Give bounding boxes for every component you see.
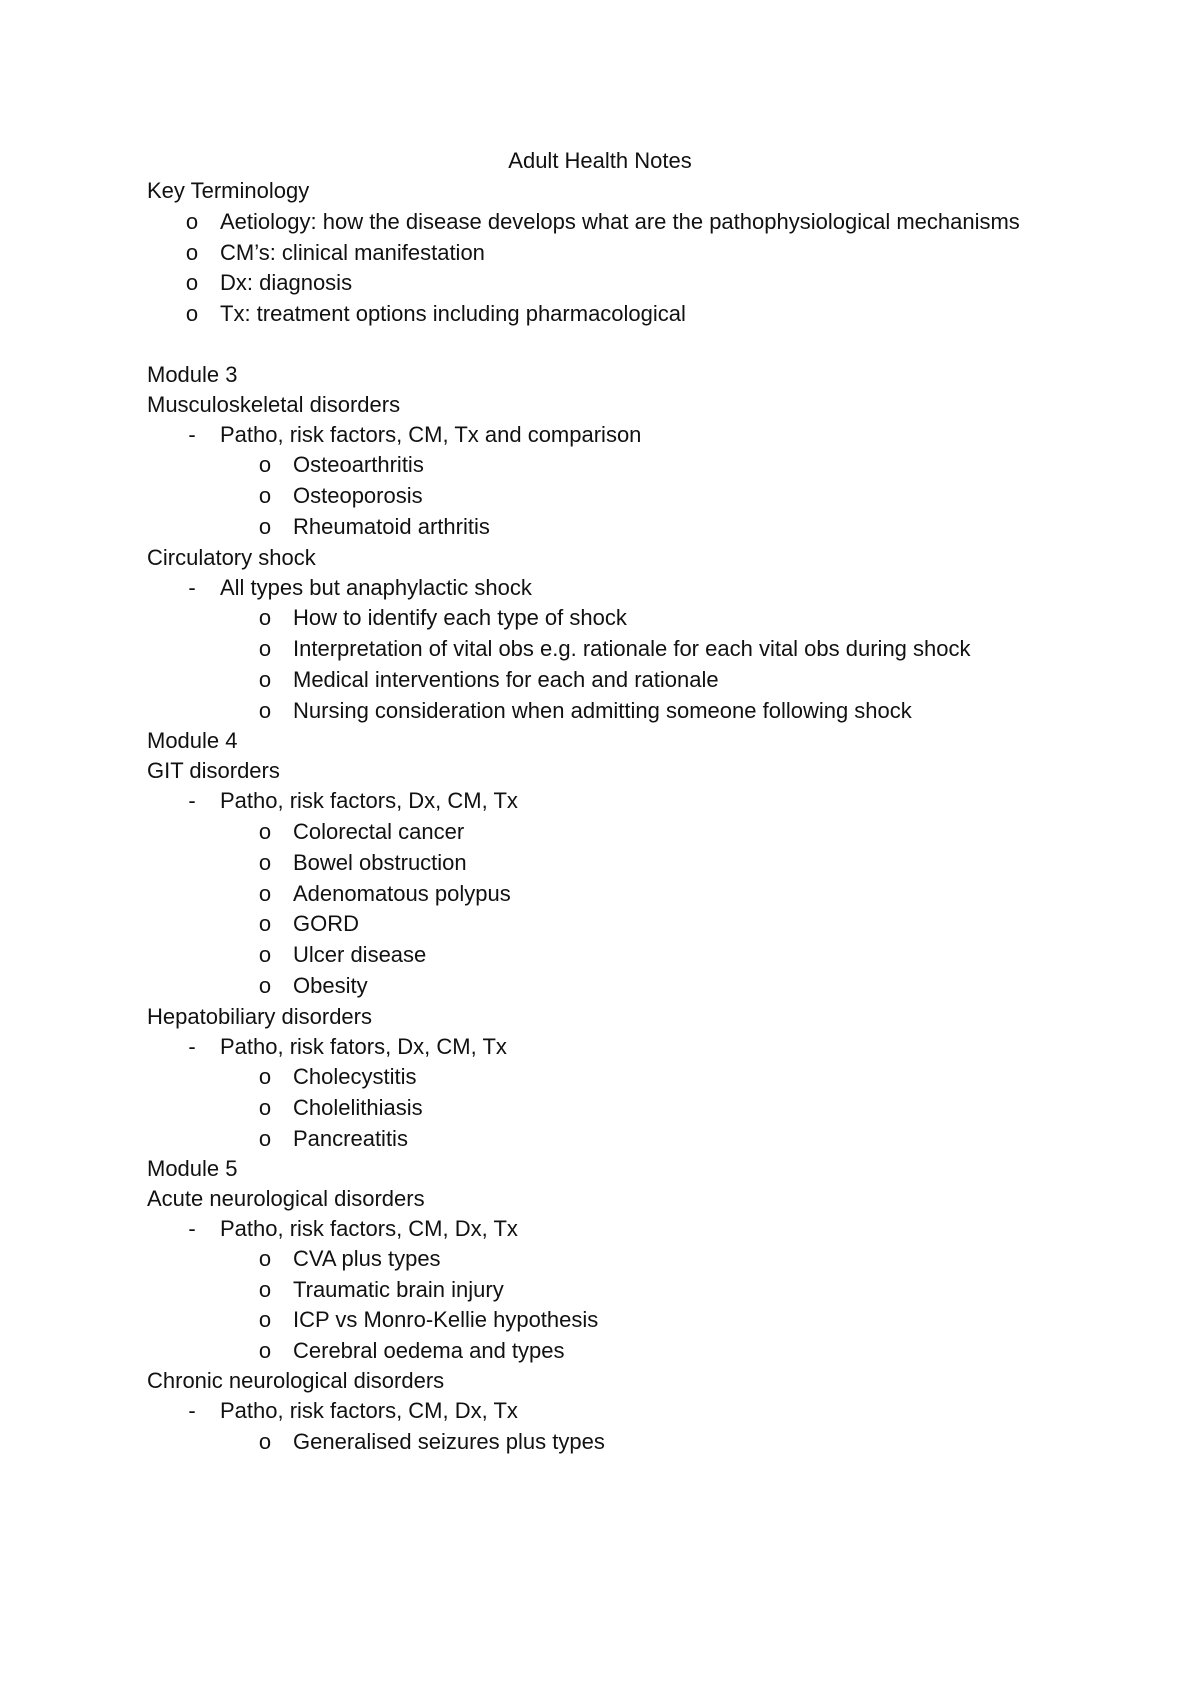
list-item-text: Tx: treatment options including pharmacological — [220, 301, 686, 326]
list-item — [258, 450, 424, 480]
section-heading: Hepatobiliary disorders — [147, 1004, 372, 1029]
dash-marker: - — [188, 422, 196, 447]
list-item — [258, 481, 423, 511]
dash-marker: - — [188, 1216, 196, 1241]
bullet-marker: o — [258, 636, 272, 661]
list-item-text: Aetiology: how the disease develops what are the pathophysiological mechanisms — [220, 209, 1020, 234]
module-heading: Module 3 — [147, 362, 238, 387]
list-item-text: Patho, risk factors, Dx, CM, Tx — [220, 788, 518, 813]
list-item — [258, 696, 912, 726]
list-item — [258, 879, 511, 909]
list-item — [258, 848, 467, 878]
list-item-text: How to identify each type of shock — [293, 605, 627, 630]
bullet-marker: o — [185, 270, 199, 295]
list-item-text: Dx: diagnosis — [220, 270, 353, 295]
list-item-text: Patho, risk fators, Dx, CM, Tx — [220, 1034, 507, 1059]
bullet-marker: o — [258, 698, 272, 723]
section-heading: GIT disorders — [147, 758, 280, 783]
section-heading: Acute neurological disorders — [147, 1186, 425, 1211]
dash-marker: - — [188, 1398, 196, 1423]
dash-marker: - — [188, 575, 196, 600]
bullet-marker: o — [258, 1064, 272, 1089]
list-item — [258, 1093, 423, 1123]
bullet-marker: o — [258, 973, 272, 998]
list-item — [258, 909, 359, 939]
bullet-marker: o — [185, 301, 199, 326]
list-item-text: Rheumatoid arthritis — [293, 514, 490, 539]
list-item-text: Cholecystitis — [293, 1064, 417, 1089]
list-item-text: Ulcer disease — [293, 942, 427, 967]
list-item — [258, 1305, 599, 1335]
list-item-text: Nursing consideration when admitting someone following shock — [293, 698, 912, 723]
list-item-text: Colorectal cancer — [293, 819, 465, 844]
bullet-marker: o — [258, 1126, 272, 1151]
bullet-marker: o — [185, 240, 199, 265]
bullet-marker: o — [258, 819, 272, 844]
dash-marker: - — [188, 788, 196, 813]
bullet-marker: o — [258, 911, 272, 936]
list-item-text: Generalised seizures plus types — [293, 1429, 605, 1454]
list-item-text: Adenomatous polypus — [293, 881, 511, 906]
list-item-text: Medical interventions for each and rationale — [293, 667, 719, 692]
list-item-text: Cerebral oedema and types — [293, 1338, 565, 1363]
section-heading: Musculoskeletal disorders — [147, 392, 401, 417]
list-item — [188, 420, 642, 450]
bullet-marker: o — [258, 514, 272, 539]
bullet-marker: o — [258, 942, 272, 967]
list-item — [258, 817, 465, 847]
list-item-text: All types but anaphylactic shock — [220, 575, 532, 600]
list-item-text: Bowel obstruction — [293, 850, 467, 875]
list-item-text: Obesity — [293, 973, 368, 998]
bullet-marker: o — [258, 1307, 272, 1332]
bullet-marker: o — [258, 850, 272, 875]
list-item — [185, 207, 1020, 237]
list-item — [258, 665, 719, 695]
bullet-marker: o — [258, 1338, 272, 1363]
bullet-marker: o — [258, 452, 272, 477]
section-heading: Circulatory shock — [147, 545, 316, 570]
list-item — [258, 1336, 565, 1366]
document-title: Adult Health Notes — [508, 148, 692, 173]
list-item-text: Interpretation of vital obs e.g. rationale for each vital obs during shock — [293, 636, 971, 661]
list-item — [258, 1244, 441, 1274]
list-item-text: Pancreatitis — [293, 1126, 408, 1151]
list-item — [188, 1396, 518, 1426]
list-item — [258, 512, 490, 542]
bullet-marker: o — [258, 1429, 272, 1454]
section-heading: Chronic neurological disorders — [147, 1368, 445, 1393]
list-item-text: Traumatic brain injury — [293, 1277, 504, 1302]
bullet-marker: o — [258, 1095, 272, 1120]
list-item-text: ICP vs Monro-Kellie hypothesis — [293, 1307, 599, 1332]
list-item-text: CM’s: clinical manifestation — [220, 240, 485, 265]
list-item — [188, 786, 518, 816]
list-item-text: Patho, risk factors, CM, Dx, Tx — [220, 1398, 518, 1423]
list-item — [258, 603, 627, 633]
list-item-text: Patho, risk factors, CM, Dx, Tx — [220, 1216, 518, 1241]
list-item — [258, 1062, 417, 1092]
list-item — [185, 238, 485, 268]
list-item-text: Cholelithiasis — [293, 1095, 423, 1120]
list-item-text: Osteoporosis — [293, 483, 423, 508]
bullet-marker: o — [258, 1277, 272, 1302]
bullet-marker: o — [185, 209, 199, 234]
list-item — [188, 573, 532, 603]
list-item — [185, 299, 686, 329]
dash-marker: - — [188, 1034, 196, 1059]
list-item-text: CVA plus types — [293, 1246, 441, 1271]
bullet-marker: o — [258, 667, 272, 692]
bullet-marker: o — [258, 881, 272, 906]
list-item — [258, 634, 971, 664]
list-item — [185, 268, 353, 298]
list-item — [188, 1032, 507, 1062]
list-item-text: Patho, risk factors, CM, Tx and comparison — [220, 422, 642, 447]
bullet-marker: o — [258, 1246, 272, 1271]
list-item — [258, 1275, 504, 1305]
list-item — [258, 971, 368, 1001]
list-item-text: GORD — [293, 911, 359, 936]
list-item — [258, 1124, 408, 1154]
list-item — [258, 940, 427, 970]
bullet-marker: o — [258, 605, 272, 630]
list-item — [188, 1214, 518, 1244]
module-heading: Module 5 — [147, 1156, 238, 1181]
section-heading: Key Terminology — [147, 178, 310, 203]
list-item — [258, 1427, 605, 1457]
module-heading: Module 4 — [147, 728, 238, 753]
bullet-marker: o — [258, 483, 272, 508]
list-item-text: Osteoarthritis — [293, 452, 424, 477]
